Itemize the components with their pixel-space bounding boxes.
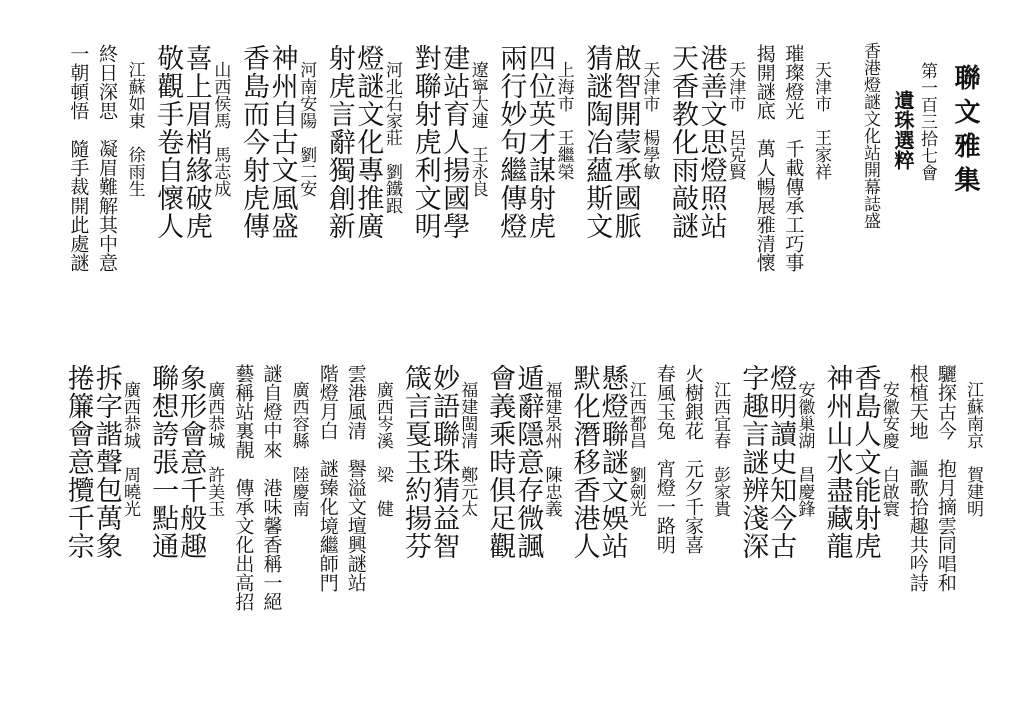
occasion-title: 香港燈謎文化站開幕誌盛 xyxy=(860,42,880,229)
author-line: 江西都昌 劉劍光 xyxy=(625,364,646,517)
verse-column: 默化潛移香港人 xyxy=(568,364,600,560)
verse-column: 港善文思燈照站 xyxy=(695,44,727,240)
author-line: 江西宜春 彭家貴 xyxy=(710,364,731,517)
verse-column: 階燈月白 謎臻化境繼師門 xyxy=(316,364,339,592)
verse-column: 香島人文能射虎 xyxy=(849,364,881,560)
verse-column: 春風玉兔 宵燈一路明 xyxy=(653,364,676,554)
collection-title: 聯文雅集 xyxy=(950,64,980,200)
author-line: 山西侯馬 馬志成 xyxy=(210,44,231,197)
author-line: 天津市 楊學敏 xyxy=(639,44,660,180)
verse-column: 建站育人揚國學 xyxy=(438,44,470,240)
author-line: 江蘇南京 賀建明 xyxy=(963,364,983,517)
author-line: 河北石家莊 劉鐵跟 xyxy=(382,44,402,214)
verse-column: 璀璨燈光 千載傳承工巧事 xyxy=(782,44,805,272)
author-line: 廣西岑溪 梁 健 xyxy=(372,364,393,517)
verse-column: 揭開謎底 萬人暢展雅清懷 xyxy=(753,44,776,272)
author-line: 遼寧大連 王永良 xyxy=(467,44,488,197)
verse-column: 燈明讀史知今古 xyxy=(765,364,797,560)
verse-column: 神州山水盡藏龍 xyxy=(821,364,853,560)
verse-column: 雲港風清 譽溢文壇興謎站 xyxy=(344,364,367,592)
verse-column: 啟智開蒙承國脈 xyxy=(609,44,641,240)
section-title: 遺珠選粹 xyxy=(891,90,915,170)
verse-column: 箴言戛玉約揚芬 xyxy=(400,364,431,560)
verse-column: 兩行妙句繼傳燈 xyxy=(495,44,527,240)
author-line: 廣西容縣 陸慶南 xyxy=(288,364,309,517)
author-line: 廣西恭城 周曉光 xyxy=(120,364,140,517)
verse-column: 字趣言謎辨淺深 xyxy=(737,364,769,560)
verse-column: 遁辭隱意存微諷 xyxy=(512,364,544,560)
author-line: 天津市 王家祥 xyxy=(811,44,831,180)
verse-column: 四位英才謀射虎 xyxy=(524,44,555,240)
verse-column: 捲簾會意攬千宗 xyxy=(62,364,94,560)
verse-column: 象形會意千般趣 xyxy=(175,364,207,560)
verse-column: 會義乘時俱足觀 xyxy=(484,364,516,560)
verse-column: 神州自古文風盛 xyxy=(266,44,298,240)
verse-column: 猜謎陶冶蘊斯文 xyxy=(581,44,613,240)
verse-column: 喜上眉梢緣破虎 xyxy=(180,44,212,240)
author-line: 福建閩清 鄭元太 xyxy=(457,364,478,517)
author-line: 上海市 王繼榮 xyxy=(553,44,574,180)
verse-column: 懸燈聯謎文娛站 xyxy=(596,364,628,560)
session-number: 第一百三拾七會 xyxy=(917,62,937,181)
verse-column: 火樹銀花 元夕千家喜 xyxy=(682,364,704,554)
verse-column: 一朝頓悟 隨手裁開此處謎 xyxy=(67,44,90,272)
verse-column: 藝稱站裏靚 傳承文化出高招 xyxy=(232,364,255,611)
author-line: 安徽安慶 白啟寰 xyxy=(878,364,899,517)
verse-column: 敬觀手卷自懷人 xyxy=(152,44,184,240)
verse-column: 天香教化雨敲謎 xyxy=(667,44,698,240)
verse-column: 對聯射虎利文明 xyxy=(409,44,441,240)
verse-column: 驪探古今 抱月摘雲同唱和 xyxy=(934,364,957,592)
verse-column: 拆字諧聲包萬象 xyxy=(90,364,122,560)
author-line: 廣西恭城 許美玉 xyxy=(204,364,225,517)
verse-column: 聯想誇張一點通 xyxy=(147,364,179,560)
verse-column: 根植天地 謳歌拾趣共吟詩 xyxy=(906,364,929,592)
author-line: 天津市 呂克賢 xyxy=(725,44,746,180)
verse-column: 香島而今射虎傳 xyxy=(238,44,269,240)
verse-column: 射虎言辭獨創新 xyxy=(323,44,355,240)
verse-column: 妙語聯珠猜益智 xyxy=(428,364,460,560)
verse-column: 終日深思 凝眉難解其中意 xyxy=(96,44,118,272)
author-line: 福建泉州 陳忠義 xyxy=(541,364,562,517)
verse-column: 燈謎文化專推廣 xyxy=(352,44,384,240)
author-line: 江蘇如東 徐雨生 xyxy=(124,44,145,197)
author-line: 安徽巢湖 昌慶鋒 xyxy=(794,364,815,517)
author-line: 河南安陽 劉二安 xyxy=(296,44,317,197)
verse-column: 謎自燈中來 港味馨香稱一絕 xyxy=(260,364,283,611)
